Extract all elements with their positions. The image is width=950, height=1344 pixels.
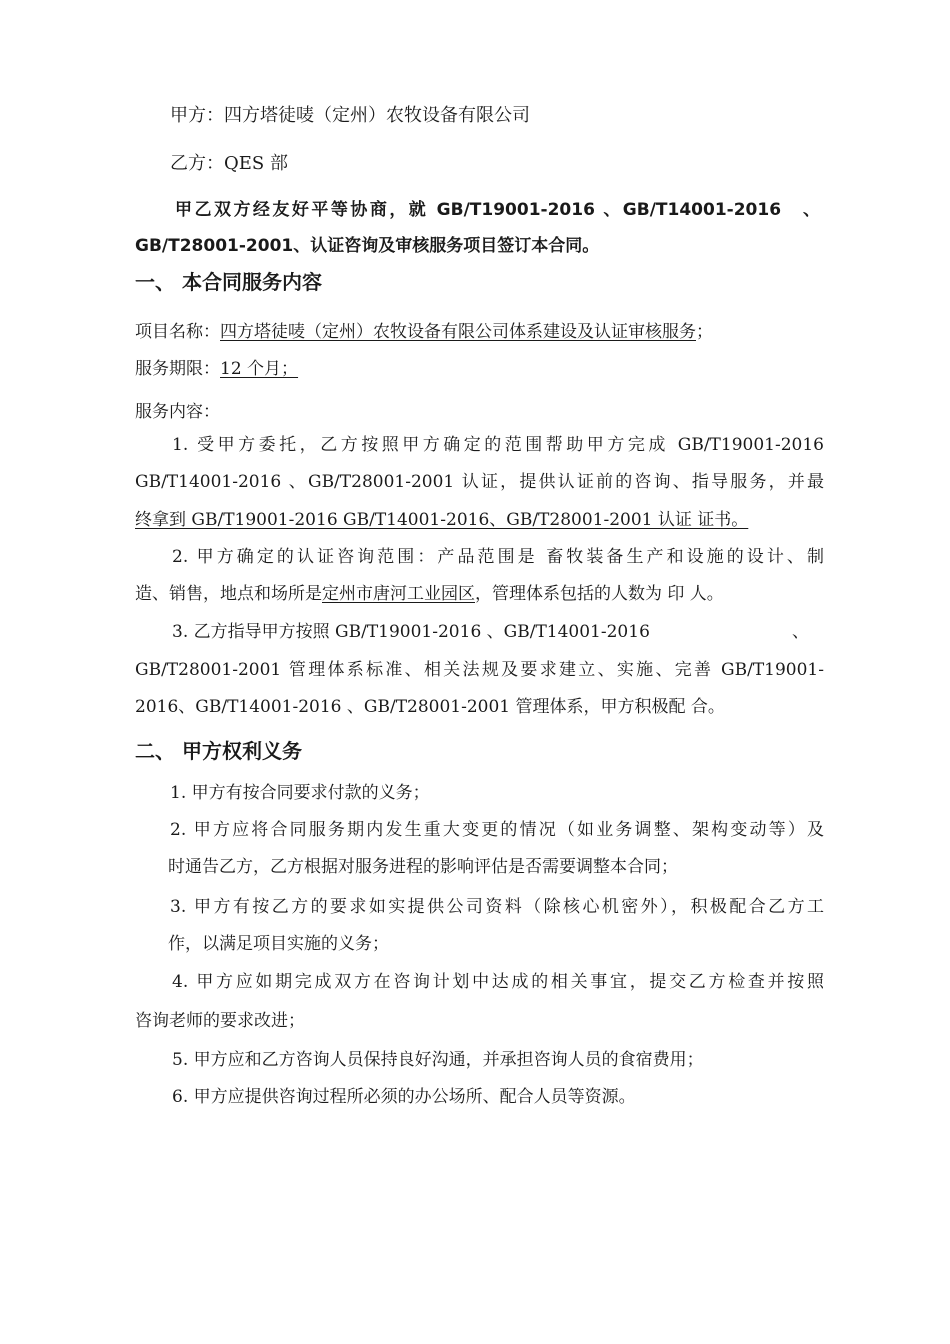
service-term-value: 12 个月；	[220, 359, 299, 379]
party-b-name: QES 部	[224, 153, 288, 174]
s1-item1-line3: 终拿到 GB/T19001-2016 GB/T14001-2016、GB/T28001-2001 认证 证书。	[135, 510, 749, 530]
s2-item4-line1: 4. 甲方应如期完成双方在咨询计划中达成的相关事宜，提交乙方检查并按照	[172, 972, 824, 992]
s2-item4-line2: 咨询老师的要求改进；	[135, 1011, 305, 1031]
s1-item2-place: 定州市唐河工业园区	[322, 584, 475, 604]
project-name-line	[135, 320, 713, 344]
s2-item5: 5. 甲方应和乙方咨询人员保持良好沟通，并承担咨询人员的食宿费用；	[172, 1050, 704, 1070]
service-term-line	[135, 357, 298, 381]
s1-item3-line1-tail: 、	[792, 622, 809, 642]
s2-item1: 1. 甲方有按合同要求付款的义务；	[170, 783, 430, 803]
s1-item2-line2-post: ，管理体系包括的人数为 印 人。	[475, 584, 724, 604]
party-a-label: 甲方：	[170, 105, 224, 126]
party-b-label: 乙方：	[170, 153, 224, 174]
party-b-line	[170, 152, 288, 176]
party-a-line	[170, 104, 530, 128]
section-1-heading: 一、 本合同服务内容	[135, 270, 322, 294]
s1-item1-line1: 1. 受甲方委托，乙方按照甲方确定的范围帮助甲方完成 GB/T19001-2016	[172, 435, 824, 455]
s2-item2-line1: 2. 甲方应将合同服务期内发生重大变更的情况（如业务调整、架构变动等）及	[170, 820, 824, 840]
s1-item2-line2	[135, 582, 724, 606]
project-name-label: 项目名称：	[135, 322, 220, 342]
project-name-value: 四方塔徒唛（定州）农牧设备有限公司体系建设及认证审核服务	[220, 322, 696, 342]
s1-item3-line3: 2016、GB/T14001-2016 、GB/T28001-2001 管理体系，甲方积极配 合。	[135, 697, 725, 717]
s1-item3-line2: GB/T28001-2001 管理体系标准、相关法规及要求建立、实施、完善 GB/T19001-	[135, 660, 824, 680]
s1-item2-line2-pre: 造、销售，地点和场所是	[135, 584, 322, 604]
intro-line-1: 甲乙双方经友好平等协商，就 GB/T19001-2016 、GB/T14001-2016 、	[175, 200, 820, 220]
s2-item2-line2: 时通告乙方，乙方根据对服务进程的影响评估是否需要调整本合同；	[168, 857, 678, 877]
s2-item6: 6. 甲方应提供咨询过程所必须的办公场所、配合人员等资源。	[172, 1087, 636, 1107]
s1-item1-line2: GB/T14001-2016 、GB/T28001-2001 认证，提供认证前的咨询、指导服务，并最	[135, 472, 824, 492]
service-content-label: 服务内容：	[135, 402, 220, 422]
s2-item3-line1: 3. 甲方有按乙方的要求如实提供公司资料（除核心机密外），积极配合乙方工	[170, 897, 824, 917]
party-a-name: 四方塔徒唛（定州）农牧设备有限公司	[224, 105, 530, 126]
project-name-tail: ；	[696, 322, 713, 342]
service-term-label: 服务期限：	[135, 359, 220, 379]
s2-item3-line2: 作，以满足项目实施的义务；	[168, 934, 389, 954]
intro-line-2: GB/T28001-2001、认证咨询及审核服务项目签订本合同。	[135, 236, 600, 256]
section-2-heading: 二、 甲方权利义务	[135, 739, 302, 763]
s1-item3-line1: 3. 乙方指导甲方按照 GB/T19001-2016 、GB/T14001-2016	[172, 622, 650, 642]
s1-item2-line1: 2. 甲方确定的认证咨询范围：产品范围是 畜牧装备生产和设施的设计、制	[172, 547, 824, 567]
